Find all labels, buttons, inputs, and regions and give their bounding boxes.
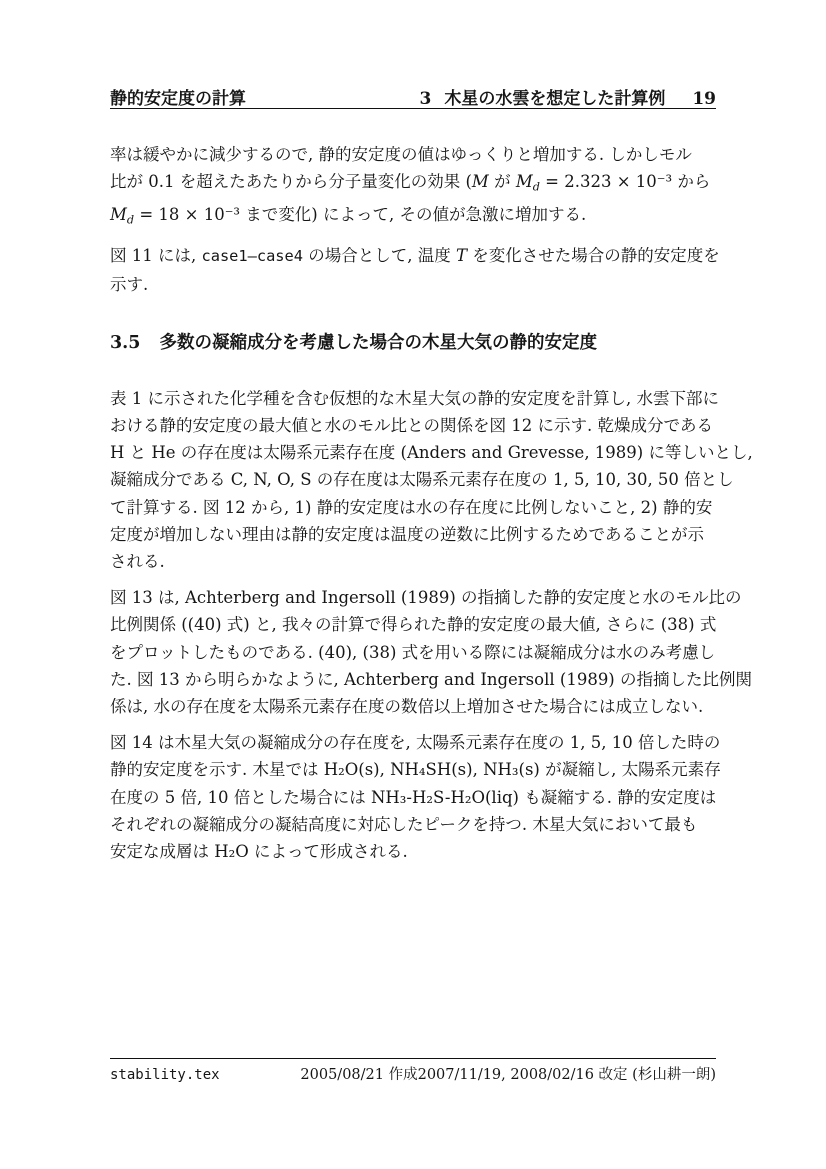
document-body [110,141,753,874]
text-line: た. 図 13 から明らかなように, Achterberg and Ingersoll (1989) の指摘した比例関 [110,669,752,689]
intro-paragraphs [110,141,720,298]
header-rule [110,108,716,109]
text-line: 率は緩やかに減少するので, 静的安定度の値はゆっくりと増加する. しかしモル [110,145,692,164]
text-line: 定度が増加しない理由は静的安定度は温度の逆数に比例するためであることが示 [110,524,704,544]
text-line: 在度の 5 倍, 10 倍とした場合には NH₃-H₂S-H₂O(liq) も凝縮する. 静的安定度は [110,787,717,807]
page-footer [110,1064,716,1086]
header-section-number: 3 [419,89,432,109]
header-left-title: 静的安定度の計算 [110,89,246,109]
paragraph [110,141,716,233]
footer-rule [110,1058,716,1059]
text-line: $M_d = 18 \times 10^{-3}$ まで変化) によって, その値が急激に増加する. [110,204,587,227]
header-section-title: 木星の水雲を想定した計算例 [444,89,666,109]
text-line: 図 13 は, Achterberg and Ingersoll (1989) の指摘した静的安定度と水のモル比の [110,588,742,608]
page-header [110,84,716,114]
text-line: それぞれの凝縮成分の凝結高度に対応したピークを持つ. 木星大気において最も [110,814,698,834]
section-paragraphs [110,385,753,865]
text-line: 静的安定度を示す. 木星では H₂O(s), NH₄SH(s), NH₃(s) が凝縮し, 太陽系元素存 [110,760,721,780]
paragraph [110,385,753,575]
text-line: 表 1 に示された化学種を含む仮想的な木星大気の静的安定度を計算し, 水雲下部に [110,388,719,408]
text-line: 係は, 水の存在度を太陽系元素存在度の数倍以上増加させた場合には成立しない. [110,696,704,716]
footer-filename: stability.tex [110,1067,220,1083]
text-line: 比が 0.1 を超えたあたりから分子量変化の効果 (M が $M_d = 2.323 \times 10^{-3}$ から [110,172,711,194]
header-page-number: 19 [692,89,716,109]
text-line: H と He の存在度は太陽系元素存在度 (Anders and Grevesse, 1989) に等しいとし, [110,443,753,463]
text-line: される. [110,551,165,571]
section-heading [110,331,716,355]
text-line: て計算する. 図 12 から, 1) 静的安定度は水の存在度に比例しないこと, 2) 静的安 [110,497,713,517]
text-line: をプロットしたものである. (40), (38) 式を用いる際には凝縮成分は水のみ考慮し [110,642,716,662]
section-heading-number: 3.5 [110,332,141,353]
text-line: 図 14 は木星大気の凝縮成分の存在度を, 太陽系元素存在度の 1, 5, 10 倍した時の [110,733,721,753]
text-line: 示す. [110,274,149,294]
footer-revision-note: 2005/08/21 作成2007/11/19, 2008/02/16 改定 (杉山耕一朗) [300,1067,716,1083]
text-line: 安定な成層は H₂O によって形成される. [110,841,408,861]
paragraph [110,242,720,297]
paragraph [110,584,752,720]
text-line: 凝縮成分である C, N, O, S の存在度は太陽系元素存在度の 1, 5, 10, 30, 50 倍とし [110,470,734,490]
text-line: 図 11 には, case1–case4 の場合として, 温度 T を変化させた場合の静的安定度を [110,246,720,266]
section-heading-title: 多数の凝縮成分を考慮した場合の木星大気の静的安定度 [159,332,597,353]
paragraph [110,729,721,865]
text-line: おける静的安定度の最大値と水のモル比との関係を図 12 に示す. 乾燥成分である [110,415,713,435]
text-line: 比例関係 ((40) 式) と, 我々の計算で得られた静的安定度の最大値, さらに (38) 式 [110,615,717,635]
header-right [419,84,716,109]
